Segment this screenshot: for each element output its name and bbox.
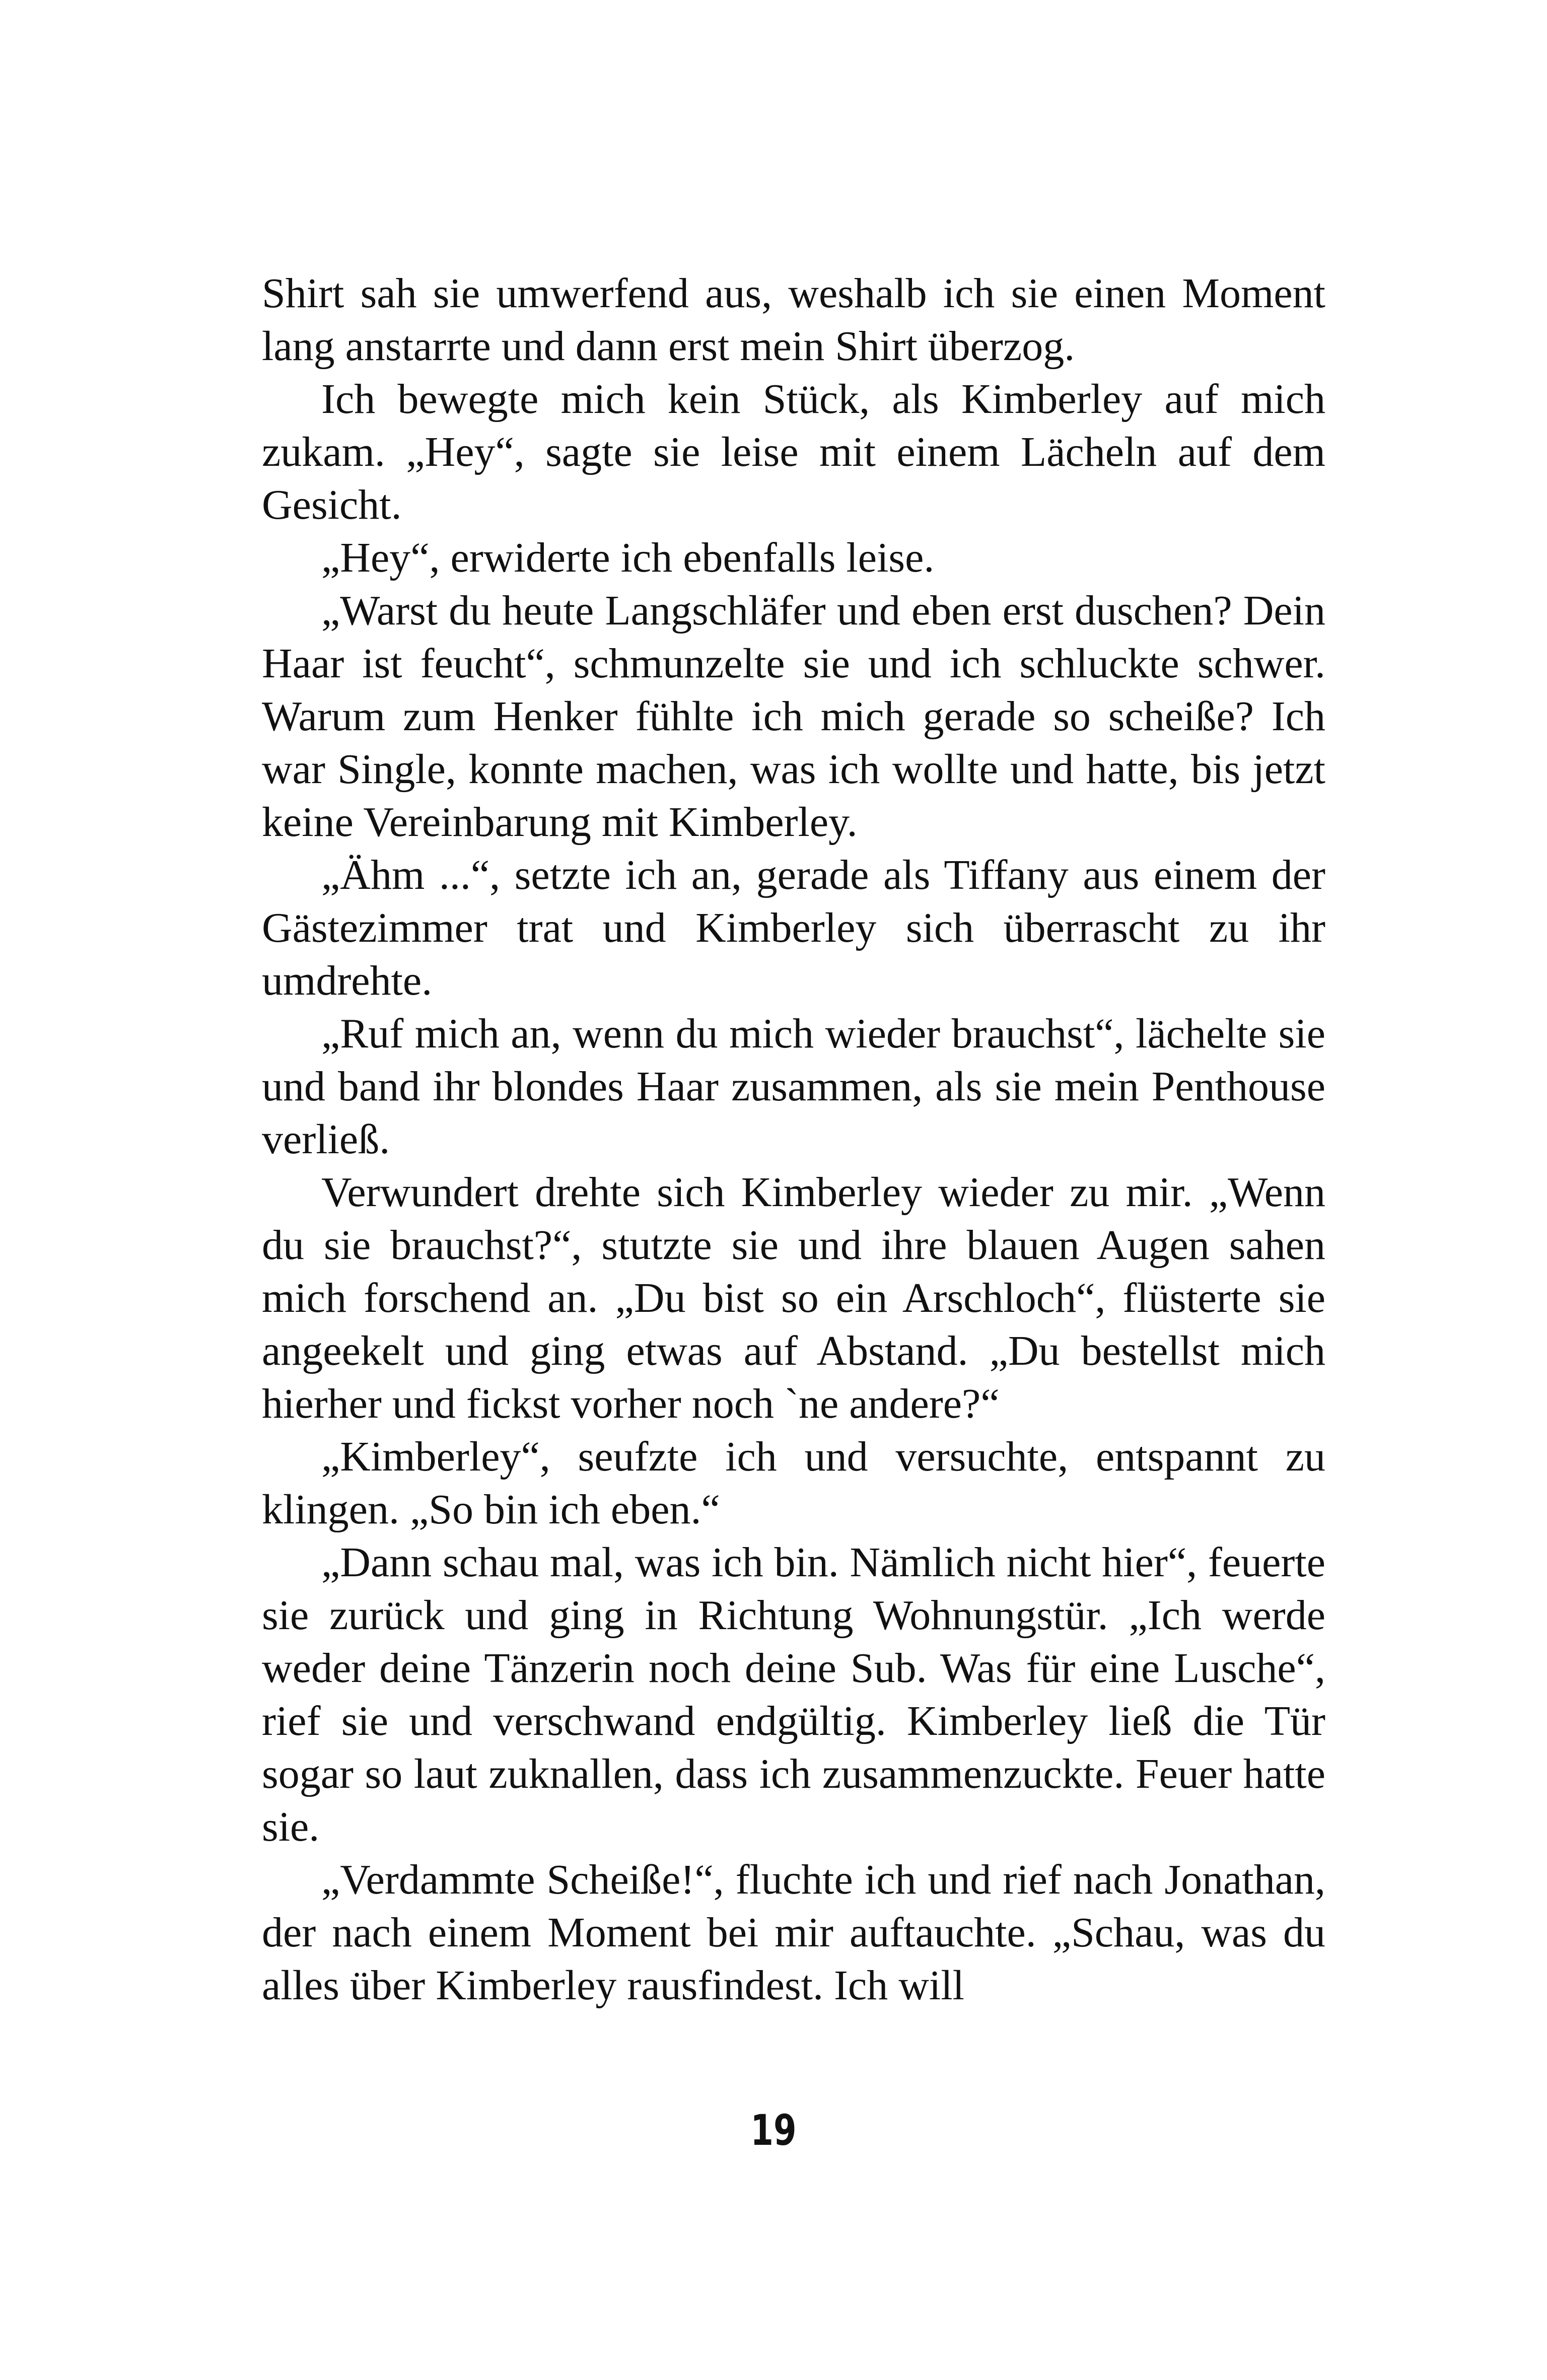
- page-number: 19: [750, 2106, 797, 2155]
- paragraph: „Warst du heute Langschläfer und eben erst duschen? Dein Haar ist feucht“, schmunzelte sie und ich schluckte schwer. Warum zum Henker fühlte ich mich gerade so scheiße? Ich war Single, konnte machen, was ich wollte und hatte, bis jetzt keine Vereinbarung mit Kimberley.: [262, 587, 1325, 846]
- paragraph: Verwundert drehte sich Kimberley wieder zu mir. „Wenn du sie brauchst?“, stutzte sie und ihre blauen Augen sahen mich forschend an. „Du bist so ein Arschloch“, flüsterte sie angeekelt und ging etwas auf Abstand. „Du bestellst mich hierher und fickst vorher noch `ne andere?“: [262, 1169, 1325, 1427]
- paragraph: Shirt sah sie umwerfend aus, weshalb ich sie einen Moment lang anstarrte und dann erst mein Shirt überzog.: [262, 270, 1325, 370]
- paragraph: „Ähm ...“, setzte ich an, gerade als Tiffany aus einem der Gästezimmer trat und Kimberley sich überrascht zu ihr umdrehte.: [262, 852, 1325, 1004]
- paragraph: „Hey“, erwiderte ich ebenfalls leise.: [321, 534, 935, 581]
- paragraph: „Dann schau mal, was ich bin. Nämlich nicht hier“, feuerte sie zurück und ging in Richtung Wohnungstür. „Ich werde weder deine Tänzerin noch deine Sub. Was für eine Lusche“, rief sie und verschwand endgültig. Kimberley ließ die Tür sogar so laut zuknallen, dass ich zusammenzuckte. Feuer hatte sie.: [262, 1539, 1325, 1850]
- paragraph: Ich bewegte mich kein Stück, als Kimberley auf mich zukam. „Hey“, sagte sie leise mit einem Lächeln auf dem Gesicht.: [262, 376, 1325, 528]
- paragraph: „Kimberley“, seufzte ich und versuchte, entspannt zu klingen. „So bin ich eben.“: [262, 1433, 1325, 1533]
- paragraph: „Ruf mich an, wenn du mich wieder brauchst“, lächelte sie und band ihr blondes Haar zusammen, als sie mein Penthouse verließ.: [262, 1010, 1325, 1163]
- paragraph: „Verdammte Scheiße!“, fluchte ich und rief nach Jonathan, der nach einem Moment bei mir auftauchte. „Schau, was du alles über Kimberley rausfindest. Ich will: [262, 1856, 1325, 2009]
- body-text: [262, 267, 1325, 2012]
